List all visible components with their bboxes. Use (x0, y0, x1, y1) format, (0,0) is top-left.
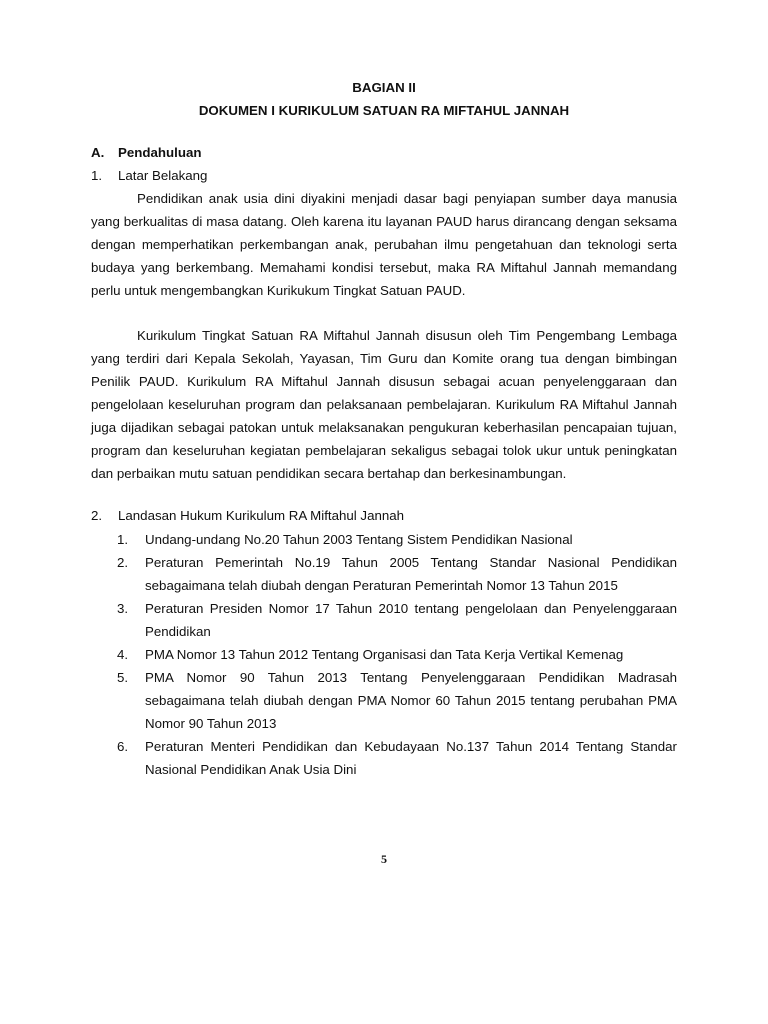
list-item-text: Peraturan Pemerintah No.19 Tahun 2005 Tentang Standar Nasional Pendidikan sebagaimana telah diubah dengan Peraturan Pemerintah Nomor 13 Tahun 2015 (145, 555, 677, 593)
legal-basis-list (91, 528, 677, 781)
paragraph-1-text: Pendidikan anak usia dini diyakini menjadi dasar bagi penyiapan sumber daya manusia yang berkualitas di masa datang. Oleh karena itu layanan PAUD harus dirancang dengan seksama dengan memperhatikan perkembangan anak, perubahan ilmu pengetahuan dan teknologi serta budaya yang berkembang. Memahami kondisi tersebut, maka RA Miftahul Jannah memandang perlu untuk mengembangkan Kurikukum Tingkat Satuan PAUD. (91, 191, 677, 298)
subsection-title: Latar Belakang (118, 168, 208, 183)
list-item-number: 3. (117, 601, 129, 616)
subsection-title: Landasan Hukum Kurikulum RA Miftahul Jannah (118, 508, 405, 523)
list-item-number: 1. (117, 532, 129, 547)
list-item-text: PMA Nomor 13 Tahun 2012 Tentang Organisasi dan Tata Kerja Vertikal Kemenag (145, 647, 624, 662)
paragraph-1 (91, 187, 677, 302)
part-heading: BAGIAN II (352, 80, 416, 95)
paragraph-2 (91, 324, 677, 485)
paragraph-2-text: Kurikulum Tingkat Satuan RA Miftahul Jannah disusun oleh Tim Pengembang Lembaga yang terdiri dari Kepala Sekolah, Yayasan, Tim Guru dan Komite orang tua dengan bimbingan Penilik PAUD. Kurikulum RA Miftahul Jannah disusun sebagai acuan penyelenggaraan dan pengelolaan keseluruhan program dan pelaksanaan pembelajaran. Kurikulum RA Miftahul Jannah juga dijadikan sebagai patokan untuk melaksanakan pengukuran keberhasilan pencapaian tujuan, program dan keseluruhan kegiatan pembelajaran sekaligus sebagai tolok ukur untuk peningkatan dan perbaikan mutu satuan pendidikan secara bertahap dan berkesinambungan. (91, 328, 677, 481)
list-item-number: 4. (117, 647, 129, 662)
list-item-number: 6. (117, 739, 129, 754)
list-item (91, 528, 677, 551)
list-item-text: PMA Nomor 90 Tahun 2013 Tentang Penyelenggaraan Pendidikan Madrasah sebagaimana telah diubah dengan PMA Nomor 60 Tahun 2015 tentang perubahan PMA Nomor 90 Tahun 2013 (145, 670, 677, 731)
list-item-number: 2. (117, 555, 129, 570)
section-letter: A. (91, 145, 105, 160)
list-item-text: Peraturan Menteri Pendidikan dan Kebudayaan No.137 Tahun 2014 Tentang Standar Nasional Pendidikan Anak Usia Dini (145, 739, 677, 777)
subsection-heading-1 (91, 168, 207, 183)
list-item (91, 666, 677, 735)
subsection-number: 2. (91, 508, 103, 523)
list-item-text: Undang-undang No.20 Tahun 2003 Tentang Sistem Pendidikan Nasional (145, 532, 573, 547)
section-heading (91, 145, 201, 160)
subsection-heading-2 (91, 508, 404, 523)
list-item (91, 597, 677, 643)
list-item (91, 735, 677, 781)
page-number: 5 (381, 852, 387, 866)
document-title: DOKUMEN I KURIKULUM SATUAN RA MIFTAHUL JANNAH (198, 103, 570, 118)
list-item (91, 643, 677, 666)
section-title: Pendahuluan (118, 145, 202, 160)
subsection-number: 1. (91, 168, 103, 183)
list-item-number: 5. (117, 670, 129, 685)
list-item-text: Peraturan Presiden Nomor 17 Tahun 2010 tentang pengelolaan dan Penyelenggaraan Pendidikan (145, 601, 677, 639)
list-item (91, 551, 677, 597)
